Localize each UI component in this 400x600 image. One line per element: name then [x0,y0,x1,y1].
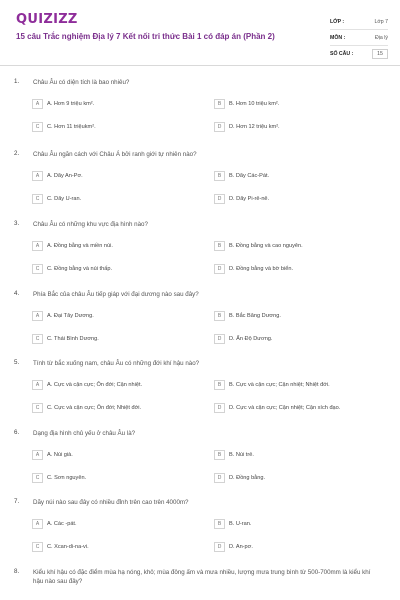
answer-option-b[interactable] [214,449,254,460]
option-letter-box: A [32,380,43,390]
option-letter-box: A [32,450,43,460]
option-letter-box: B [214,99,225,109]
option-letter-box: B [214,519,225,529]
option-letter-box: D [214,403,225,413]
option-letter-box: C [32,122,43,132]
option-letter-box: D [214,334,225,344]
quizizz-logo: QUIZIZZ [16,12,78,27]
option-text: A. Đồng bằng và miền núi. [47,242,113,249]
option-text: D. Đồng bằng. [229,474,266,481]
option-text: A. Cực và cận cực; Ôn đới; Cận nhiệt. [47,381,143,388]
option-text: B. U-ran. [229,520,252,527]
option-text: D. Hơn 12 triệu km². [229,123,280,130]
answer-option-d[interactable] [214,402,340,413]
option-text: A. Đại Tây Dương. [47,312,94,319]
answer-option-b[interactable] [214,170,269,181]
option-text: A. Dãy An-Pơ. [47,172,83,179]
answer-option-a[interactable] [32,449,73,460]
meta-label-subject: MÔN : [330,34,346,41]
option-text: C. Dãy U-ran. [47,195,82,202]
option-letter-box: B [214,311,225,321]
answer-option-a[interactable] [32,98,94,109]
option-text: B. Hơn 10 triệu km². [229,100,280,107]
meta-value-class: Lớp 7 [374,18,388,25]
meta-label-count: SỐ CÂU : [330,50,354,57]
option-letter-box: B [214,380,225,390]
answer-option-c[interactable] [32,402,141,413]
answer-option-a[interactable] [32,310,94,321]
option-text: C. Sơn nguyên. [47,474,87,481]
answer-option-b[interactable] [214,98,279,109]
option-text: C. Đồng bằng và núi thấp. [47,265,112,272]
answer-option-a[interactable] [32,518,77,529]
option-letter-box: B [214,450,225,460]
question-number: 3. [14,220,20,227]
answer-option-d[interactable] [214,193,269,204]
option-text: C. Thái Bình Dương. [47,335,99,342]
question-text: Dạng địa hình chủ yếu ở châu Âu là? [33,430,136,437]
page-title: 15 câu Trắc nghiệm Địa lý 7 Kết nối tri thức Bài 1 có đáp án (Phần 2) [16,32,275,41]
option-text: C. Cực và cận cực; Ôn đới; Nhiệt đới. [47,404,142,411]
question-text: Châu Âu ngăn cách với Châu Á bởi ranh giới tự nhiên nào? [33,151,197,158]
option-letter-box: D [214,542,225,552]
option-letter-box: C [32,334,43,344]
option-letter-box: C [32,473,43,483]
answer-option-d[interactable] [214,121,280,132]
answer-option-c[interactable] [32,472,86,483]
option-letter-box: B [214,171,225,181]
option-letter-box: A [32,519,43,529]
quiz-meta [330,14,388,61]
option-text: D. Cực và cận cực; Cận nhiệt; Cận xích đạo. [229,404,341,411]
question-text: Dãy núi nào sau đây có nhiều đỉnh trên cao trên 4000m? [33,499,189,506]
option-letter-box: A [32,311,43,321]
answer-option-a[interactable] [32,170,83,181]
answer-option-c[interactable] [32,121,96,132]
option-text: C. Hơn 11 triệukm². [47,123,96,130]
option-text: B. Dãy Các-Pát. [229,172,270,179]
question-text: Châu Âu có diện tích là bao nhiêu? [33,79,130,86]
option-text: A. Các -pát. [47,520,77,527]
answer-option-d[interactable] [214,263,293,274]
answer-option-d[interactable] [214,333,272,344]
question-text: Châu Âu có những khu vực địa hình nào? [33,221,148,228]
answer-option-c[interactable] [32,193,81,204]
answer-option-a[interactable] [32,240,113,251]
option-letter-box: C [32,264,43,274]
option-text: B. Cực và cận cực; Cận nhiệt; Nhiệt đới. [229,381,330,388]
answer-option-d[interactable] [214,472,265,483]
option-letter-box: D [214,264,225,274]
meta-value-subject: Địa lý [375,34,388,41]
answer-option-c[interactable] [32,541,89,552]
answer-option-a[interactable] [32,379,142,390]
option-text: D. Dãy Pi-rê-nê. [229,195,270,202]
question-number: 2. [14,150,20,157]
option-text: A. Hơn 9 triệu km². [47,100,95,107]
meta-row-count [330,46,388,61]
question-text: Phía Bắc của châu Âu tiếp giáp với đại dương nào sau đây? [33,291,199,298]
option-letter-box: C [32,194,43,204]
question-number: 5. [14,359,20,366]
meta-row-class [330,14,388,29]
option-letter-box: A [32,171,43,181]
question-number: 8. [14,568,20,575]
option-text: D. Đồng bằng và bờ biển. [229,265,293,272]
meta-value-count: 15 [372,49,388,59]
answer-option-c[interactable] [32,263,112,274]
option-letter-box: D [214,194,225,204]
question-text: Tính từ bắc xuống nam, châu Âu có những đới khí hậu nào? [33,360,200,367]
answer-option-d[interactable] [214,541,253,552]
option-letter-box: A [32,99,43,109]
option-letter-box: D [214,473,225,483]
question-number: 1. [14,78,20,85]
option-letter-box: B [214,241,225,251]
answer-option-b[interactable] [214,240,303,251]
question-number: 4. [14,290,20,297]
option-text: D. Ấn Độ Dương. [229,335,273,342]
answer-option-b[interactable] [214,379,330,390]
option-letter-box: D [214,122,225,132]
meta-label-class: LỚP : [330,18,345,25]
answer-option-b[interactable] [214,310,281,321]
question-text: Kiểu khí hậu có đặc điểm mùa hạ nóng, khô; mùa đông ấm và mưa nhiều, lượng mưa trung bình từ 500-700mm là kiểu khí hậu nào sau đây? [33,569,371,585]
option-text: C. Xcan-di-na-vi. [47,543,89,550]
option-text: B. Đồng bằng và cao nguyên. [229,242,303,249]
option-text: D. An-pơ. [229,543,253,550]
answer-option-b[interactable] [214,518,251,529]
answer-option-c[interactable] [32,333,99,344]
option-text: A. Núi già. [47,451,73,458]
page-header [0,0,400,66]
option-letter-box: A [32,241,43,251]
option-text: B. Bắc Băng Dương. [229,312,281,319]
option-letter-box: C [32,403,43,413]
meta-row-subject [330,30,388,45]
option-text: B. Núi trẻ. [229,451,254,458]
question-number: 6. [14,429,20,436]
question-number: 7. [14,498,20,505]
option-letter-box: C [32,542,43,552]
